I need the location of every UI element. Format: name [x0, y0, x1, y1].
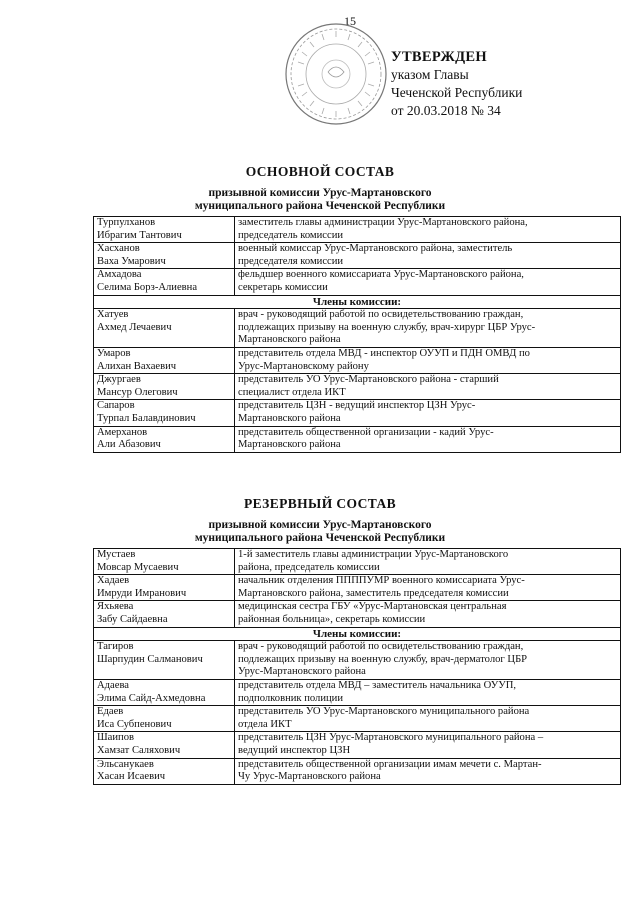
person-role-cell [235, 706, 621, 732]
table-row [94, 575, 621, 601]
person-name-cell [94, 347, 235, 373]
table-row [94, 601, 621, 627]
person-name-line: Турпулханов [97, 217, 156, 228]
person-role-line: специалист отдела ИКТ [238, 386, 346, 398]
person-name-line: Хасан Исаевич [97, 771, 166, 783]
person-name-line: Амерханов [97, 426, 148, 438]
table-row [94, 243, 621, 269]
person-name-line: Иса Субпенович [97, 718, 172, 730]
person-name-cell [94, 575, 235, 601]
person-role-line: Урус-Мартановского района [238, 666, 366, 678]
person-role-line: Мартановского района [238, 439, 341, 451]
person-name-cell [94, 374, 235, 400]
approval-line-2: Чеченской Республики [391, 85, 523, 100]
person-role-line: представитель общественной организации - кадий Урус- [238, 426, 494, 438]
person-name-cell [94, 601, 235, 627]
person-role-cell [235, 374, 621, 400]
person-name-cell [94, 426, 235, 452]
person-role-cell [235, 347, 621, 373]
members-header-row [94, 627, 621, 641]
approval-line-1: указом Главы [391, 67, 469, 82]
person-name-line: Мансур Олегович [97, 386, 178, 398]
person-role-line: подлежащих призыву на военную службу, врач-дерматолог ЦБР [238, 653, 528, 665]
table-row [94, 679, 621, 705]
person-role-line: 1-й заместитель главы администрации Урус-Мартановского [238, 549, 509, 560]
person-role-line: начальник отделения ППППУМР военного комиссариата Урус- [238, 575, 525, 587]
members-header-row [94, 295, 621, 309]
person-role-line: военный комиссар Урус-Мартановского района, заместитель [238, 243, 513, 255]
person-role-cell [235, 426, 621, 452]
person-role-line: представитель УО Урус-Мартановского муниципального района [238, 706, 530, 718]
person-name-cell [94, 758, 235, 784]
person-role-line: районная больница», секретарь комиссии [238, 613, 426, 625]
person-role-line: фельдшер военного комиссариата Урус-Мартановского района, [238, 269, 524, 281]
person-name-line: Джургаев [97, 374, 141, 386]
person-name-cell [94, 706, 235, 732]
main-composition-subtitle-2: муниципального района Чеченской Республики [194, 200, 446, 212]
person-name-line: Хадаев [97, 575, 130, 587]
person-name-cell [94, 217, 235, 243]
person-name-line: Умаров [97, 347, 131, 359]
person-name-cell [94, 309, 235, 348]
person-name-line: Элима Сайд-Ахмедовна [97, 692, 206, 704]
reserve-composition-table [93, 548, 621, 785]
person-role-cell [235, 641, 621, 680]
person-role-cell [235, 309, 621, 348]
person-name-line: Сапаров [97, 400, 135, 412]
person-role-line: подполковник полиции [238, 692, 343, 704]
official-seal-stamp [284, 22, 388, 126]
person-name-line: Хамзат Саляхович [97, 744, 181, 756]
person-role-line: подлежащих призыву на военную службу, врач-хирург ЦБР Урус- [238, 321, 536, 333]
page-number: 15 [344, 14, 356, 28]
person-name-line: Адаева [97, 679, 130, 691]
person-role-line: Мартановского района [238, 412, 341, 424]
person-role-cell [235, 243, 621, 269]
person-name-cell [94, 243, 235, 269]
person-role-line: Чу Урус-Мартановского района [238, 771, 381, 783]
person-role-line: врач - руководящий работой по освидетельствованию граждан, [238, 309, 524, 321]
person-role-cell [235, 400, 621, 426]
person-name-line: Хатуев [97, 309, 129, 321]
person-name-line: Селима Борз-Алиевна [97, 281, 198, 293]
person-name-line: Имруди Имранович [97, 587, 187, 599]
reserve-composition-title: РЕЗЕРВНЫЙ СОСТАВ [243, 496, 397, 511]
person-role-line: отдела ИКТ [238, 718, 292, 730]
person-role-line: врач - руководящий работой по освидетельствованию граждан, [238, 641, 524, 653]
person-name-line: Мустаев [97, 549, 136, 560]
members-header: Члены комиссии: [94, 627, 621, 641]
main-composition-table [93, 216, 621, 453]
members-header: Члены комиссии: [94, 295, 621, 309]
person-role-cell [235, 679, 621, 705]
person-role-line: представитель ЦЗН Урус-Мартановского муниципального района – [238, 732, 544, 744]
person-role-line: заместитель главы администрации Урус-Мартановского района, [238, 217, 528, 228]
table-row [94, 217, 621, 243]
table-row [94, 347, 621, 373]
person-name-line: Шарпудин Салманович [97, 653, 203, 665]
person-name-line: Едаев [97, 706, 124, 718]
approval-date: от 20.03.2018 № 34 [391, 103, 501, 118]
table-row [94, 309, 621, 348]
person-role-cell [235, 217, 621, 243]
person-role-line: медицинская сестра ГБУ «Урус-Мартановская центральная [238, 601, 507, 613]
person-role-line: председатель комиссии [238, 229, 344, 241]
person-role-line: представитель ЦЗН - ведущий инспектор ЦЗН Урус- [238, 400, 476, 412]
person-name-cell [94, 400, 235, 426]
table-row [94, 758, 621, 784]
person-role-line: представитель отдела МВД – заместитель начальника ОУУП, [238, 679, 517, 691]
person-name-line: Али Абазович [97, 439, 161, 451]
person-name-line: Шаипов [97, 732, 135, 744]
person-name-line: Алихан Вахаевич [97, 360, 177, 372]
approved-title: УТВЕРЖДЕН [391, 49, 487, 65]
person-role-cell [235, 732, 621, 758]
table-row [94, 269, 621, 295]
person-role-cell [235, 575, 621, 601]
person-role-cell [235, 549, 621, 575]
person-name-line: Хасханов [97, 243, 140, 255]
person-name-line: Ваха Умарович [97, 255, 166, 267]
person-role-cell [235, 758, 621, 784]
table-row [94, 641, 621, 680]
person-name-line: Тагиров [97, 641, 134, 653]
person-name-line: Яхьяева [97, 601, 134, 613]
main-composition-subtitle-1: призывной комиссии Урус-Мартановского [208, 187, 432, 199]
person-name-line: Эльсанукаев [97, 758, 154, 770]
person-name-line: Ахмед Лечаевич [97, 321, 172, 333]
table-row [94, 400, 621, 426]
person-role-line: района, председатель комиссии [238, 561, 380, 573]
table-row [94, 732, 621, 758]
person-role-line: Мартановского района [238, 334, 341, 346]
person-role-cell [235, 269, 621, 295]
person-name-cell [94, 732, 235, 758]
person-role-line: представитель отдела МВД - инспектор ОУУП и ПДН ОМВД по [238, 347, 530, 359]
person-name-cell [94, 549, 235, 575]
person-role-line: ведущий инспектор ЦЗН [238, 744, 351, 756]
person-name-line: Амхадова [97, 269, 142, 281]
person-role-line: представитель УО Урус-Мартановского района - старший [238, 374, 499, 386]
person-name-cell [94, 679, 235, 705]
table-row [94, 426, 621, 452]
person-name-cell [94, 269, 235, 295]
approval-block [391, 48, 522, 120]
main-composition-title: ОСНОВНОЙ СОСТАВ [245, 164, 395, 179]
person-role-cell [235, 601, 621, 627]
person-name-line: Ибрагим Тантович [97, 229, 182, 241]
person-role-line: секретарь комиссии [238, 281, 328, 293]
person-name-cell [94, 641, 235, 680]
table-row [94, 549, 621, 575]
reserve-composition-subtitle-2: муниципального района Чеченской Республики [194, 532, 446, 544]
person-name-line: Турпал Балавдинович [97, 412, 196, 424]
reserve-composition-subtitle-1: призывной комиссии Урус-Мартановского [208, 519, 432, 531]
person-role-line: Урус-Мартановскому району [238, 360, 369, 372]
table-row [94, 706, 621, 732]
person-role-line: Мартановского района, заместитель председателя комиссии [238, 587, 509, 599]
person-role-line: представитель общественной организации имам мечети с. Мартан- [238, 758, 542, 770]
table-row [94, 374, 621, 400]
person-name-line: Забу Сайдаевна [97, 613, 168, 625]
person-role-line: председателя комиссии [238, 255, 344, 267]
person-name-line: Мовсар Мусаевич [97, 561, 179, 573]
